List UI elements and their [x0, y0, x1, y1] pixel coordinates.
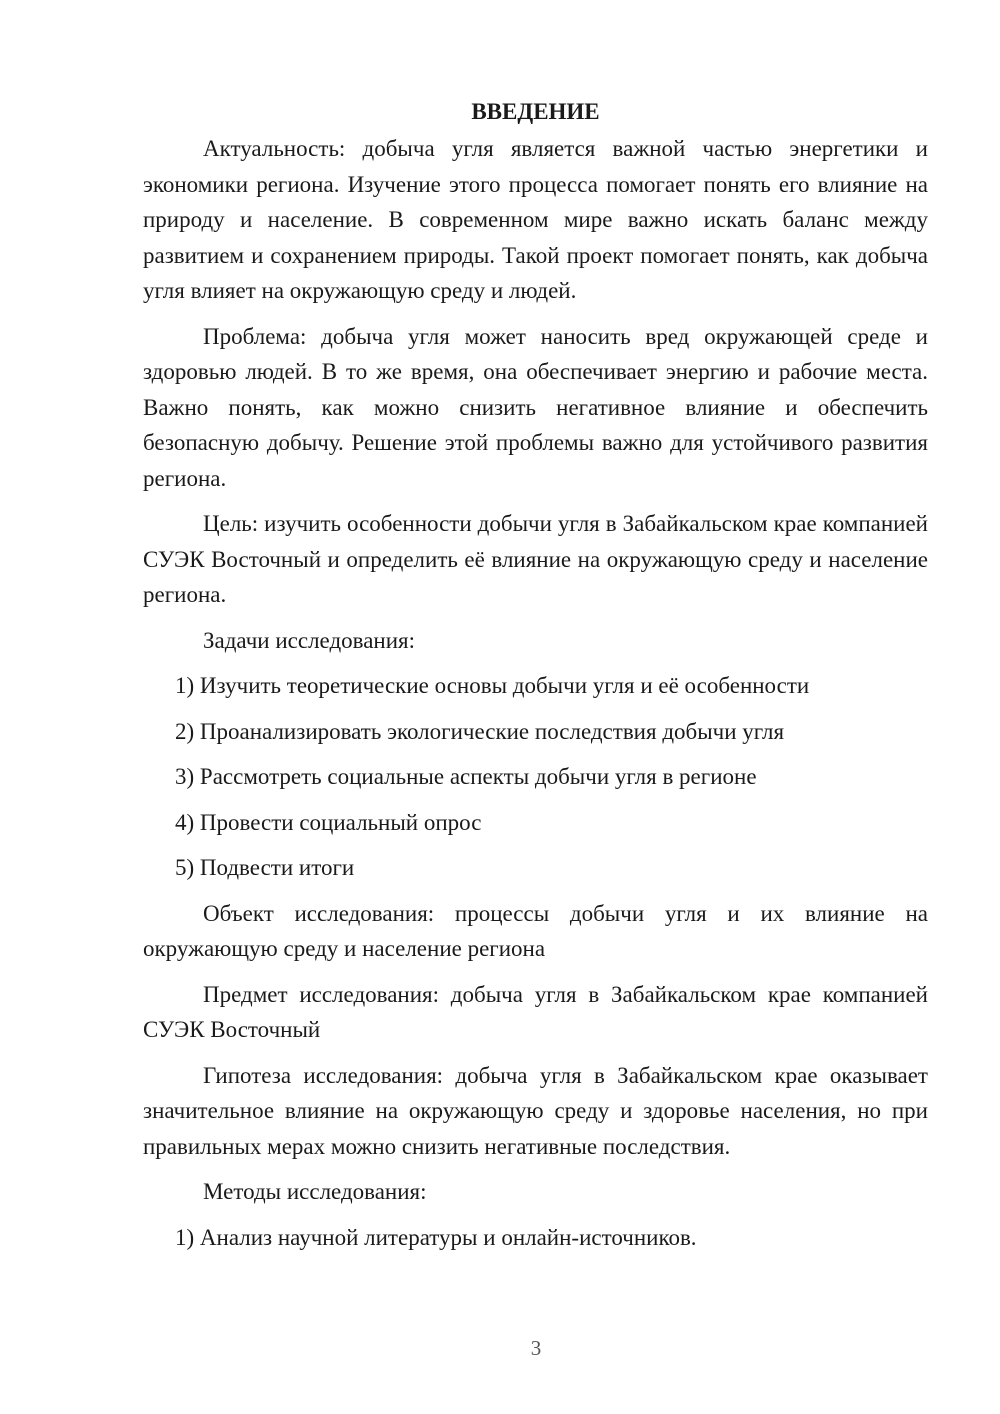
methods-label: Методы исследования:	[203, 1179, 427, 1204]
subject-paragraph: Предмет исследования: добыча угля в Забайкальском крае компанией СУЭК Восточный	[143, 981, 928, 1042]
task-item: 3) Рассмотреть социальные аспекты добычи угля в регионе	[175, 764, 757, 789]
task-item: 4) Провести социальный опрос	[175, 809, 482, 835]
task-item: 5) Подвести итоги	[175, 855, 355, 880]
methods-list	[143, 1220, 928, 1256]
hypothesis-paragraph: Гипотеза исследования: добыча угля в Забайкальском крае оказывает значительное влияние на окружающую среду и здоровье населения, но при правильных мерах можно снизить негативные последствия.	[143, 1062, 928, 1159]
object-paragraph: Объект исследования: процессы добычи угля и их влияние на окружающую среду и население региона	[143, 900, 928, 961]
section-heading: ВВЕДЕНИЕ	[471, 99, 600, 124]
tasks-label: Задачи исследования:	[203, 627, 416, 653]
page-content	[143, 94, 928, 1265]
page-number: 3	[530, 1336, 542, 1360]
task-item: 1) Изучить теоретические основы добычи угля и её особенности	[175, 673, 810, 698]
method-item: 1) Анализ научной литературы и онлайн-источников.	[175, 1224, 697, 1250]
tasks-list	[143, 668, 928, 886]
problem-paragraph: Проблема: добыча угля может наносить вред окружающей среде и здоровью людей. В то же время, она обеспечивает энергию и рабочие места. Важно понять, как можно снизить негативное влияние и обеспечить безопасную добычу. Решение этой проблемы важно для устойчивого развития региона.	[143, 323, 928, 491]
relevance-paragraph: Актуальность: добыча угля является важной частью энергетики и экономики региона. Изучение этого процесса помогает понять его влияние на природу и население. В современном мире важно искать баланс между развитием и сохранением природы. Такой проект помогает понять, как добыча угля влияет на окружающую среду и людей.	[143, 136, 928, 303]
task-item: 2) Проанализировать экологические последствия добычи угля	[175, 718, 785, 744]
goal-paragraph: Цель: изучить особенности добычи угля в Забайкальском крае компанией СУЭК Восточный и определить её влияние на окружающую среду и население региона.	[143, 511, 928, 607]
